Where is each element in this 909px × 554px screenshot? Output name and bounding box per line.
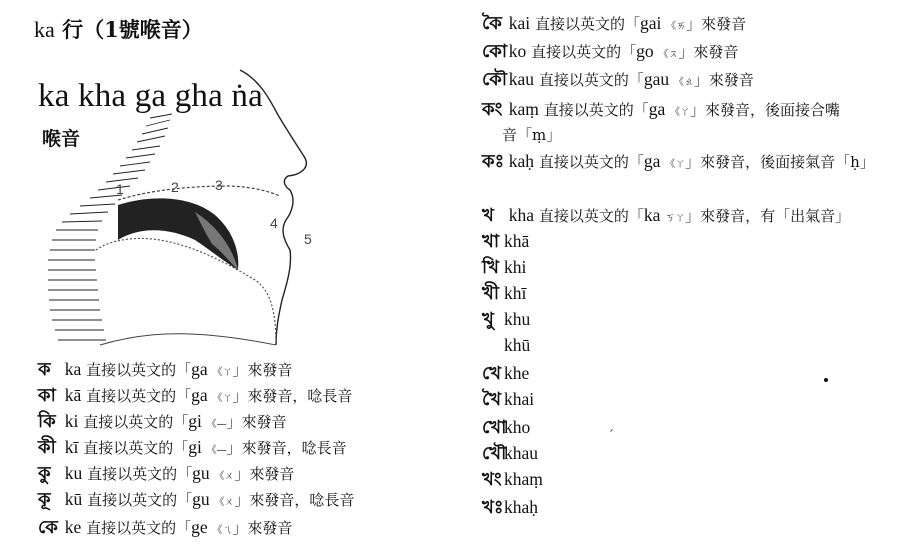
siddham-glyph: খ bbox=[482, 205, 494, 226]
siddham-glyph: কি bbox=[38, 411, 56, 432]
siddham-glyph: কূ bbox=[38, 489, 51, 510]
list-item: কূ kū 直接以英文的「gu 《ㄨ」來發音，唸長音 bbox=[38, 486, 354, 512]
position-2: 2 bbox=[171, 179, 179, 195]
tongue-shading bbox=[118, 198, 238, 270]
jaw-line bbox=[96, 238, 276, 345]
list-item: খু khu bbox=[482, 306, 530, 332]
list-item: কঃ kaḥ 直接以英文的「ga 《ㄚ」來發音，後面接氣音「ḥ」 bbox=[482, 148, 875, 174]
list-item: কি ki 直接以英文的「gi 《—」來發音 bbox=[38, 408, 287, 434]
siddham-glyph: খী bbox=[482, 283, 499, 304]
siddham-glyph: খি bbox=[482, 257, 499, 278]
list-item: ক ka 直接以英文的「ga 《ㄚ」來發音 bbox=[38, 356, 292, 382]
siddham-glyph: কী bbox=[38, 437, 56, 458]
siddham-glyph: খৌ bbox=[482, 443, 507, 464]
throat-label: 喉音 bbox=[42, 128, 81, 150]
siddham-glyph: কে bbox=[38, 517, 58, 538]
list-item: খং khaṃ bbox=[482, 466, 543, 492]
list-item: কৌ kau 直接以英文的「gau 《ㄠ」來發音 bbox=[482, 66, 754, 92]
list-item: খৈ khai bbox=[482, 386, 534, 412]
siddham-glyph: কৌ bbox=[482, 69, 508, 90]
siddham-glyph: কং bbox=[482, 99, 503, 120]
siddham-glyph: কু bbox=[38, 463, 51, 484]
list-item: খ kha 直接以英文的「ka ㄎㄚ」來發音，有「出氣音」 bbox=[482, 202, 850, 228]
siddham-glyph: খো bbox=[482, 417, 507, 438]
siddham-glyph: খা bbox=[482, 231, 500, 252]
siddham-glyph: ক bbox=[38, 359, 51, 380]
list-item: কৈ kai 直接以英文的「gai 《ㄞ」來發音 bbox=[482, 10, 746, 36]
siddham-glyph: কো bbox=[482, 41, 508, 62]
palate-line bbox=[118, 186, 280, 200]
position-5: 5 bbox=[304, 231, 312, 247]
title-roman: ka bbox=[34, 17, 55, 42]
list-item: খঃkhaḥ bbox=[482, 494, 538, 520]
title-rest: 行（1號喉音） bbox=[62, 17, 203, 42]
list-item: কু ku 直接以英文的「gu 《ㄨ」來發音 bbox=[38, 460, 294, 486]
position-4: 4 bbox=[270, 215, 278, 231]
siddham-glyph: কা bbox=[38, 385, 56, 406]
list-item: কং kaṃ 直接以英文的「ga 《ㄚ」來發音，後面接合嘴 bbox=[482, 96, 840, 122]
syllable-row: ka kha ga gha ṅa bbox=[38, 78, 263, 114]
list-item: খা khā bbox=[482, 228, 529, 254]
list-item: খৌkhau bbox=[482, 440, 538, 466]
list-item: খী khī bbox=[482, 280, 526, 306]
siddham-glyph: খে bbox=[482, 363, 502, 384]
siddham-glyph: খু bbox=[482, 309, 494, 330]
siddham-glyph: খং bbox=[482, 469, 502, 490]
list-item: কী kī 直接以英文的「gi 《—」來發音，唸長音 bbox=[38, 434, 347, 460]
siddham-glyph: খৈ bbox=[482, 389, 502, 410]
list-item: খোkho bbox=[482, 414, 530, 440]
list-item: কে ke 直接以英文的「ge 《ㄟ」來發音 bbox=[38, 514, 292, 540]
list-item: khū bbox=[504, 335, 531, 355]
list-item: খি khi bbox=[482, 254, 526, 280]
scan-dot bbox=[824, 378, 828, 382]
position-1: 1 bbox=[116, 181, 124, 197]
siddham-glyph: কৈ bbox=[482, 13, 502, 34]
throat-line bbox=[100, 334, 276, 345]
siddham-glyph: খঃ bbox=[482, 497, 504, 518]
list-item: কা kā 直接以英文的「ga 《ㄚ」來發音，唸長音 bbox=[38, 382, 352, 408]
list-item-continuation: 音「ṃ」 bbox=[502, 126, 562, 144]
list-item: কো ko 直接以英文的「go 《ㄡ」來發音 bbox=[482, 38, 738, 64]
siddham-glyph: কঃ bbox=[482, 151, 505, 172]
position-3: 3 bbox=[215, 177, 223, 193]
list-item: খে khe bbox=[482, 360, 529, 386]
